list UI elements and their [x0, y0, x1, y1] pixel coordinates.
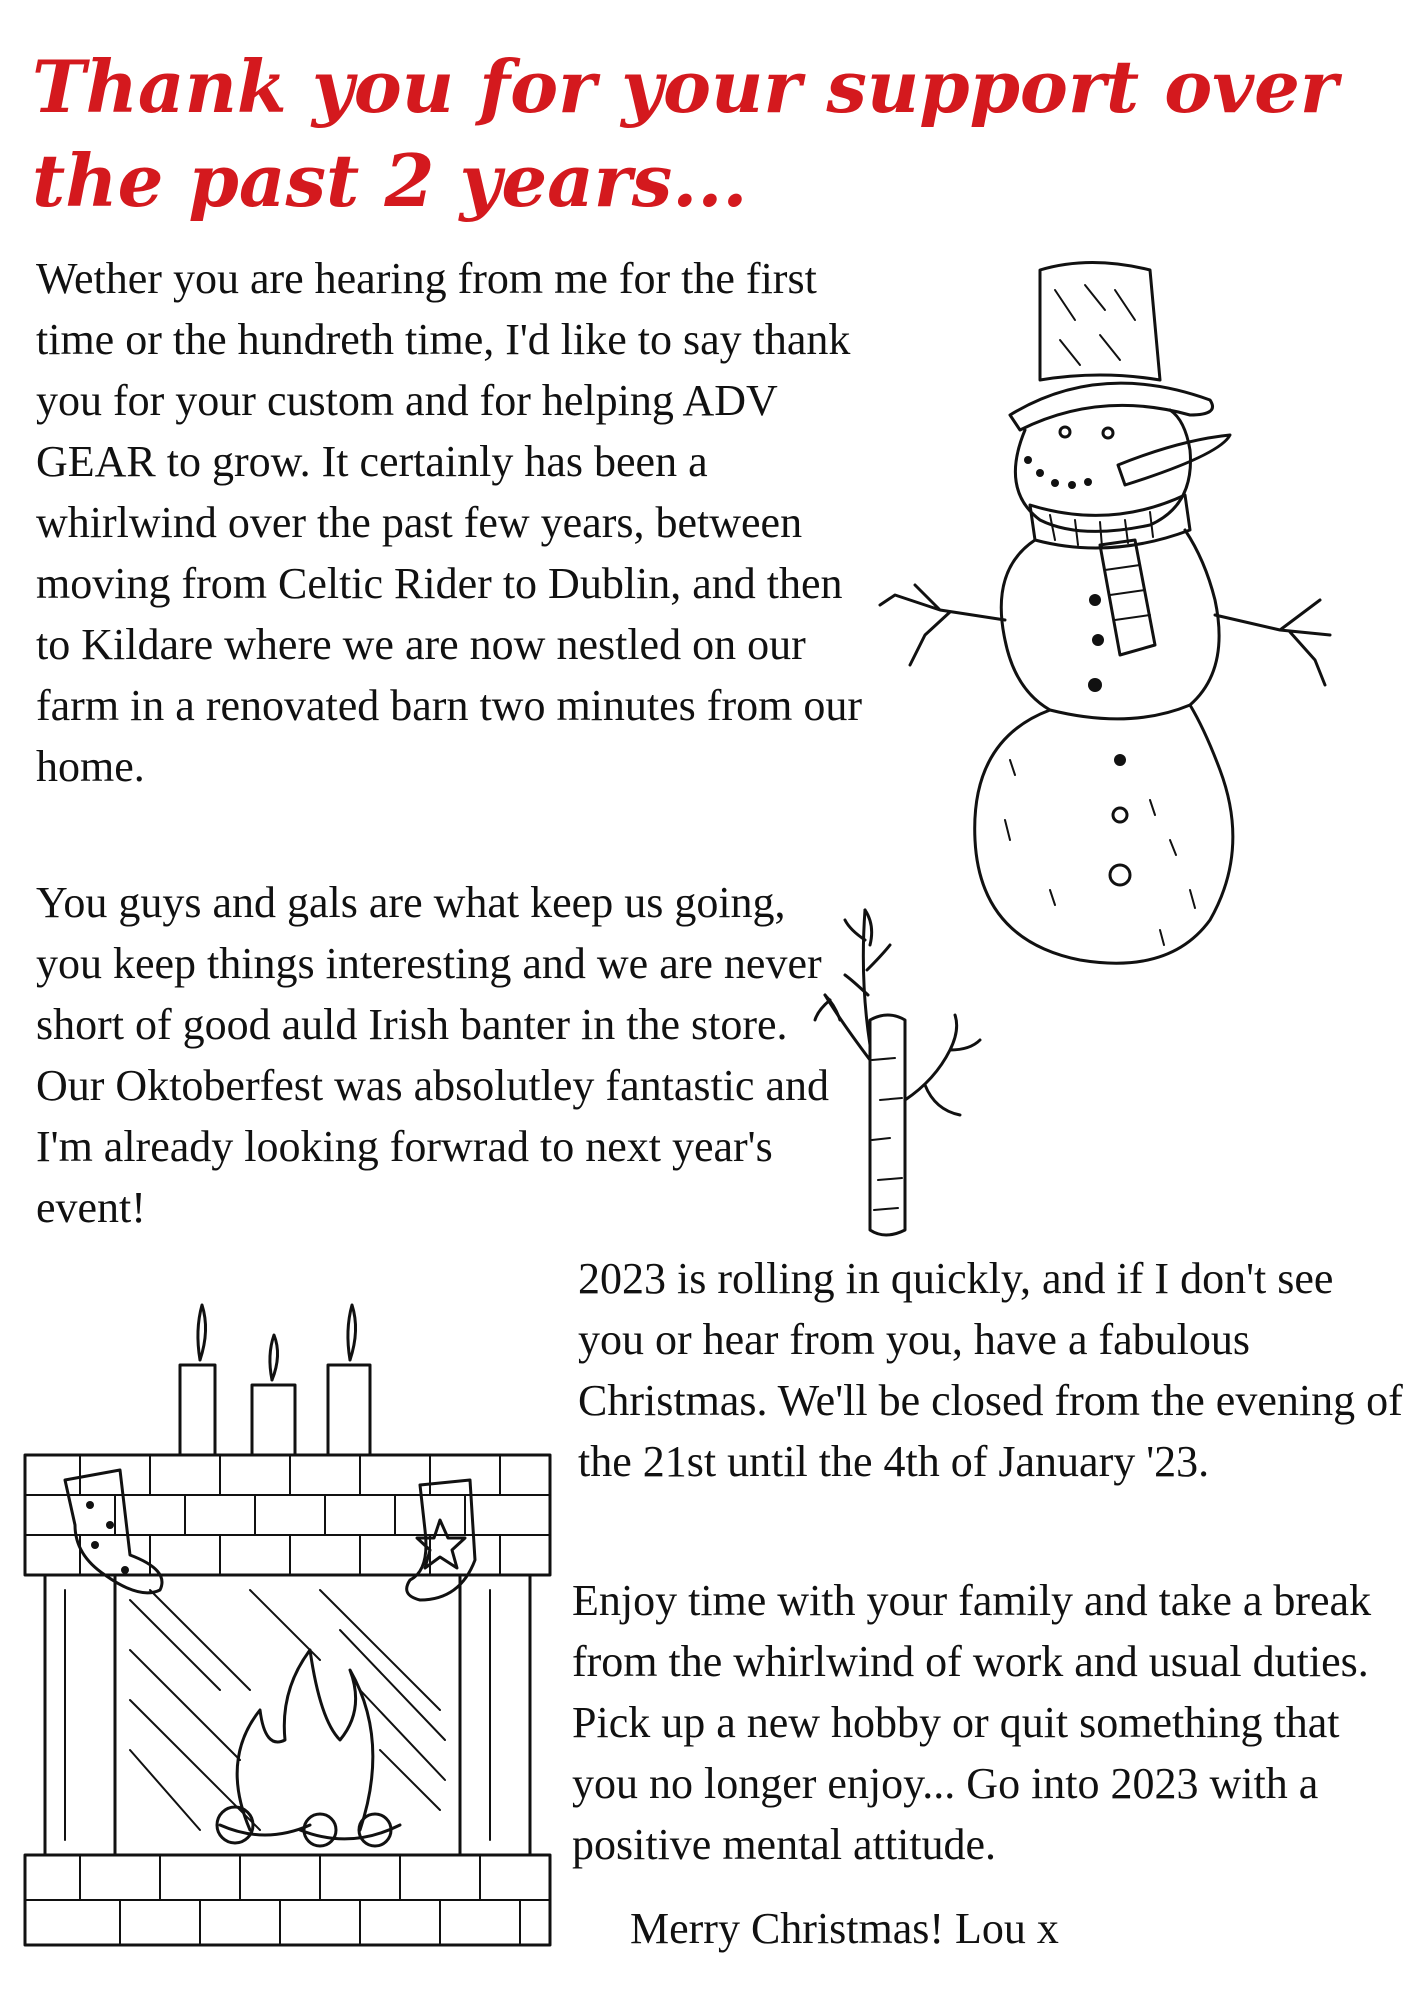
page-title: Thank you for your support over the past 2 years...: [32, 44, 1338, 223]
paragraph-intro: Wether you are hearing from me for the first time or the hundreth time, I'd like to say thank you for your custom and for helping ADV GEAR to grow. It certainly has been a whirlwind over the past few years, between moving from Celtic Rider to Dublin, and then to Kildare where we are now nestled on our farm in a renovated barn two minutes from our home.: [36, 254, 862, 791]
paragraph-customers: You guys and gals are what keep us going, you keep things interesting and we are never short of good auld Irish banter in the store. Our Oktoberfest was absolutley fantastic and I'm already looking forwrad to next year's event!: [36, 878, 829, 1232]
birch-branch-illustration: [810, 900, 990, 1240]
signature: Merry Christmas! Lou x: [630, 1904, 1059, 1953]
paragraph-closing-dates: 2023 is rolling in quickly, and if I don't see you or hear from you, have a fabulous Christmas. We'll be closed from the evening of the 21st until the 4th of January '23.: [578, 1254, 1403, 1486]
fireplace-illustration: [20, 1270, 570, 1960]
paragraph-wishes: Enjoy time with your family and take a break from the whirlwind of work and usual duties. Pick up a new hobby or quit something that you no longer enjoy... Go into 2023 with a positive mental attitude.: [572, 1576, 1372, 1869]
